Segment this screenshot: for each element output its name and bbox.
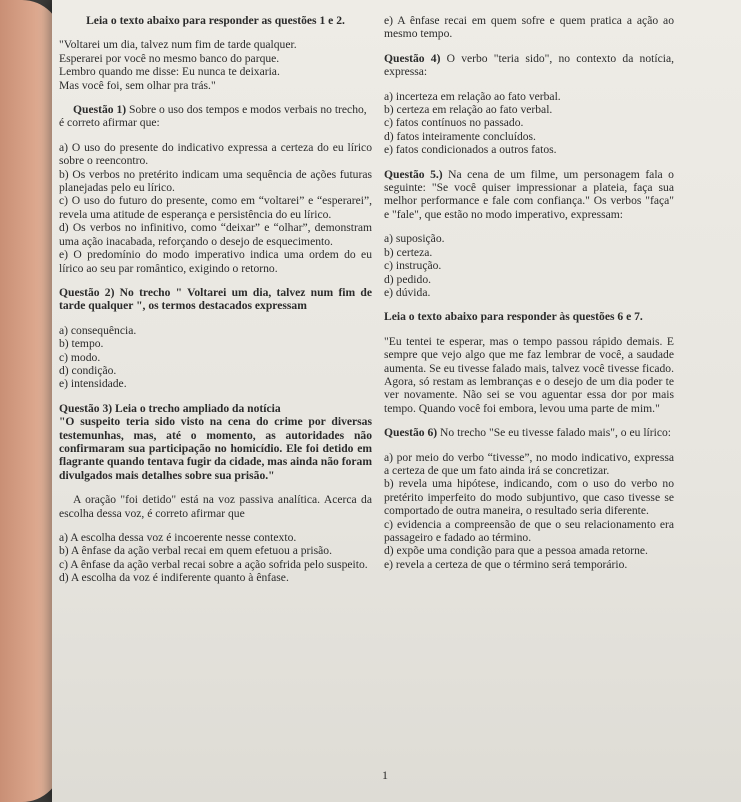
question-4 [384,52,674,79]
question-2-title: Questão 2) No trecho " Voltarei um dia, talvez num fim de tarde qualquer ", os termos destacados expressam [59,285,372,313]
question-5 [384,168,674,222]
question-5-text: Na cena de um filme, um personagem fala o seguinte: "Se você quiser impressionar a plateia, faça sua melhor performance e fale com confiança." Os verbos "faça" e "fale", que estão no modo imperativo, expressam: [384,167,674,221]
q5-option-a: a) suposição. [384,232,445,246]
q4-option-b: b) certeza em relação ao fato verbal. [384,103,553,117]
q5-option-c: c) instrução. [384,259,442,273]
intro-title-q6-q7: Leia o texto abaixo para responder às questões 6 e 7. [384,310,643,324]
poem-line: Lembro quando me disse: Eu nunca te deixaria. [59,65,280,79]
q6-option-a: a) por meio do verbo “tivesse”, no modo indicativo, expressa a certeza de que um fato ainda irá se concretizar. [384,450,674,477]
q4-option-d: d) fatos inteiramente concluídos. [384,129,536,143]
question-6-text: No trecho "Se eu tivesse falado mais", o eu lírico: [440,426,672,440]
q3-option-a: a) A escolha dessa voz é incoerente nesse contexto. [59,531,297,544]
q6-option-d: d) expõe uma condição para que a pessoa amada retorne. [384,544,648,558]
q5-option-d: d) pedido. [384,272,432,286]
q6-option-e: e) revela a certeza de que o término será temporário. [384,557,628,571]
left-column [59,14,372,585]
q2-option-b: b) tempo. [59,337,104,351]
q1-option-a: a) O uso do presente do indicativo expressa a certeza do eu lírico sobre o reencontro. [59,140,372,168]
question-3-title: Questão 3) Leia o trecho ampliado da notícia [59,401,281,415]
question-5-title: Questão 5.) [384,167,443,181]
question-4-title: Questão 4) [384,51,441,65]
intro-title-q1-q2: Leia o texto abaixo para responder as questões 1 e 2. [86,14,345,27]
q4-option-a: a) incerteza em relação ao fato verbal. [384,89,561,103]
q5-option-e: e) dúvida. [384,285,431,299]
q3-option-c: c) A ênfase da ação verbal recai sobre a ação sofrida pelo suspeito. [59,557,368,571]
poem-line: "Voltarei um dia, talvez num fim de tarde qualquer. [59,38,297,52]
question-1-text: Sobre o uso dos tempos e modos verbais no trecho, é correto afirmar que: [59,103,367,130]
q3-option-d: d) A escolha da voz é indiferente quanto à ênfase. [59,571,289,585]
q1-option-d: d) Os verbos no infinitivo, como “deixar” e “olhar”, demonstram uma ação inacabada, reforçando o desejo de esquecimento. [59,221,372,248]
q5-option-b: b) certeza. [384,245,433,259]
q4-option-e: e) fatos condicionados a outros fatos. [384,143,557,157]
q4-option-c: c) fatos contínuos no passado. [384,116,524,130]
question-1-title: Questão 1) [73,103,127,117]
question-1 [59,103,372,130]
q6-option-c: c) evidencia a compreensão de que o seu relacionamento era passageiro e fadado ao término. [384,517,674,544]
q1-option-b: b) Os verbos no pretérito indicam uma sequência de ações futuras planejadas pelo eu lírico. [59,167,372,195]
q3-option-b: b) A ênfase da ação verbal recai em quem efetuou a prisão. [59,544,332,558]
page-number: 1 [382,768,388,782]
poem [59,38,372,92]
q2-option-d: d) condição. [59,363,117,377]
question-6-title: Questão 6) [384,426,438,440]
poem-line: Esperarei por você no mesmo banco do parque. [59,51,280,65]
q2-option-c: c) modo. [59,350,101,364]
right-column [384,14,674,571]
q1-option-e: e) O predomínio do modo imperativo indica uma ordem do eu lírico ao seu par romântico, exigindo o retorno. [59,248,372,275]
q2-option-e: e) intensidade. [59,377,127,391]
q6-option-b: b) revela uma hipótese, indicando, com o uso do verbo no pretérito imperfeito do modo subjuntivo, que caso tivesse se comportado de outra maneira, o resultado seria diferente. [384,477,674,518]
text-passage-2: "Eu tentei te esperar, mas o tempo passou rápido demais. E sempre que vejo algo que me faz lembrar de você, a saudade aumenta. Se eu tivesse falado mais, talvez você tivesse ficado. Agora, só restam as lembranças e o desejo de um dia poder te ver novamente. Não sei se vou aguentar essa dor por mais tempo. Quando você foi embora, levou uma parte de mim." [384,334,674,415]
question-4-text: O verbo "teria sido", no contexto da notícia, expressa: [384,51,674,79]
question-6 [384,426,674,439]
news-quote: "O suspeito teria sido visto na cena do crime por diversas testemunhas, mas, até o momento, as autoridades não confirmaram sua participação no homicídio. Ele foi detido em flagrante quando tentava fugir da cidade, mas ainda não foram divulgados mais detalhes sobre sua prisão." [59,415,372,482]
poem-line: Mas você foi, sem olhar pra trás." [59,78,216,92]
q3-option-e: e) A ênfase recai em quem sofre e quem pratica a ação ao mesmo tempo. [384,14,674,41]
q1-option-c: c) O uso do futuro do presente, como em “voltarei” e “esperarei”, revela uma atitude de esperança e persistência do eu lírico. [59,194,372,221]
q2-option-a: a) consequência. [59,323,137,337]
question-3-text: A oração "foi detido" está na voz passiva analítica. Acerca da escolha dessa voz, é correto afirmar que [59,493,372,520]
